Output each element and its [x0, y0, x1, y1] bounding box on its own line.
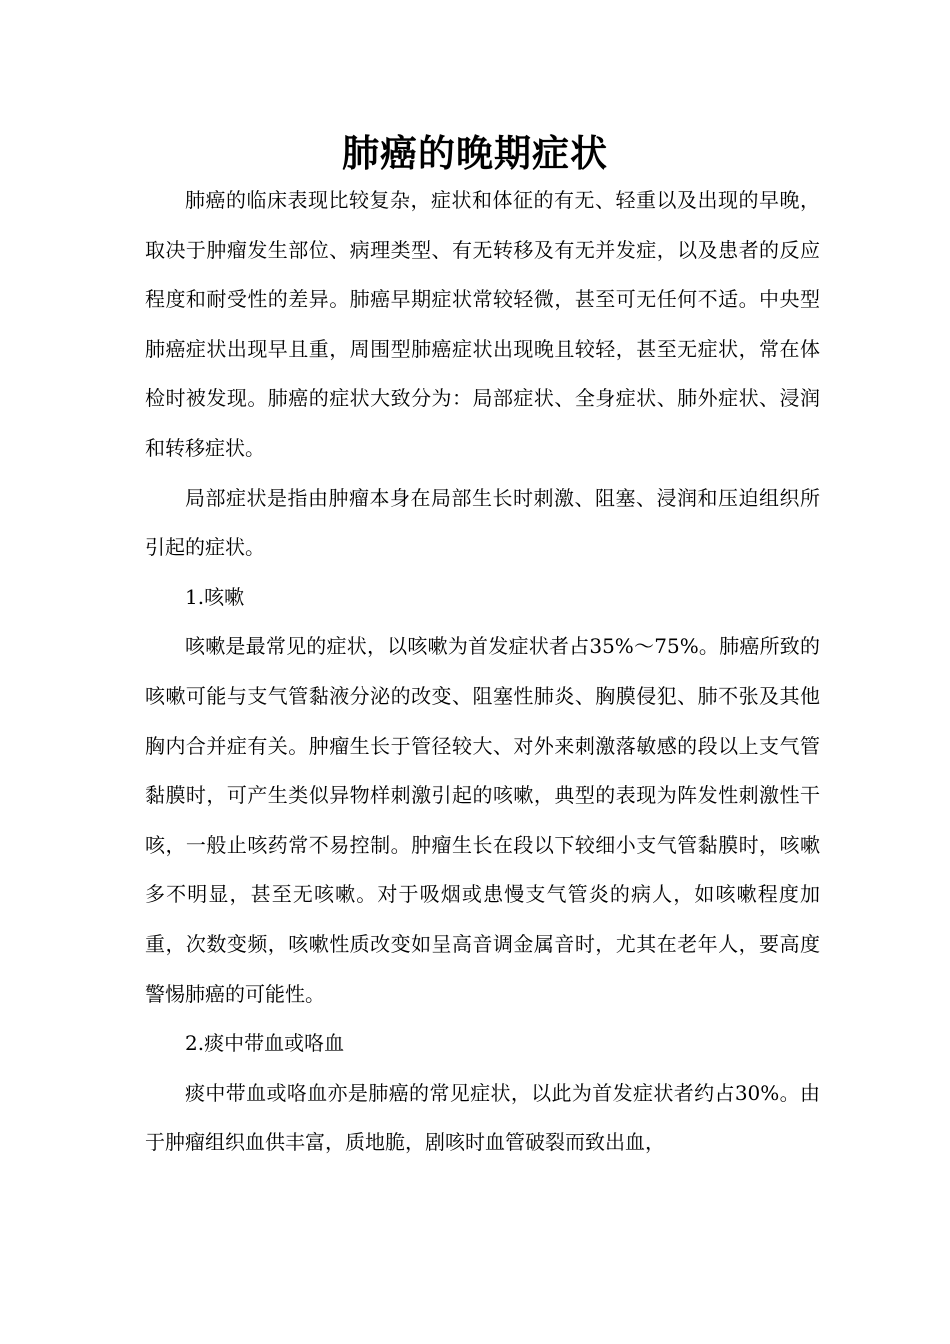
document-title: 肺癌的晚期症状	[342, 131, 608, 175]
section-heading-hemoptysis: 2.痰中带血或咯血	[185, 1031, 345, 1056]
paragraph-intro: 肺癌的临床表现比较复杂，症状和体征的有无、轻重以及出现的早晚，取决于肿瘤发生部位、病理类型、有无转移及有无并发症，以及患者的反应程度和耐受性的差异。肺癌早期症状常较轻微，甚至可无任何不适。中央型肺癌症状出现早且重，周围型肺癌症状出现晚且较轻，甚至无症状，常在体检时被发现。肺癌的症状大致分为：局部症状、全身症状、肺外症状、浸润和转移症状。	[145, 188, 820, 460]
paragraph-hemoptysis: 痰中带血或咯血亦是肺癌的常见症状，以此为首发症状者约占30%。由于肿瘤组织血供丰富，质地脆，剧咳时血管破裂而致出血，	[145, 1080, 820, 1155]
section-heading-cough: 1.咳嗽	[185, 584, 245, 609]
paragraph-cough: 咳嗽是最常见的症状，以咳嗽为首发症状者占35%～75%。肺癌所致的咳嗽可能与支气管黏液分泌的改变、阻塞性肺炎、胸膜侵犯、肺不张及其他胸内合并症有关。肿瘤生长于管径较大、对外来刺激落敏感的段以上支气管黏膜时，可产生类似异物样刺激引起的咳嗽，典型的表现为阵发性刺激性干咳，一般止咳药常不易控制。肿瘤生长在段以下较细小支气管黏膜时，咳嗽多不明显，甚至无咳嗽。对于吸烟或患慢支气管炎的病人，如咳嗽程度加重，次数变频，咳嗽性质改变如呈高音调金属音时，尤其在老年人，要高度警惕肺癌的可能性。	[145, 634, 820, 1006]
document-body	[145, 176, 820, 1168]
paragraph-local-symptoms: 局部症状是指由肿瘤本身在局部生长时刺激、阻塞、浸润和压迫组织所引起的症状。	[145, 485, 820, 560]
